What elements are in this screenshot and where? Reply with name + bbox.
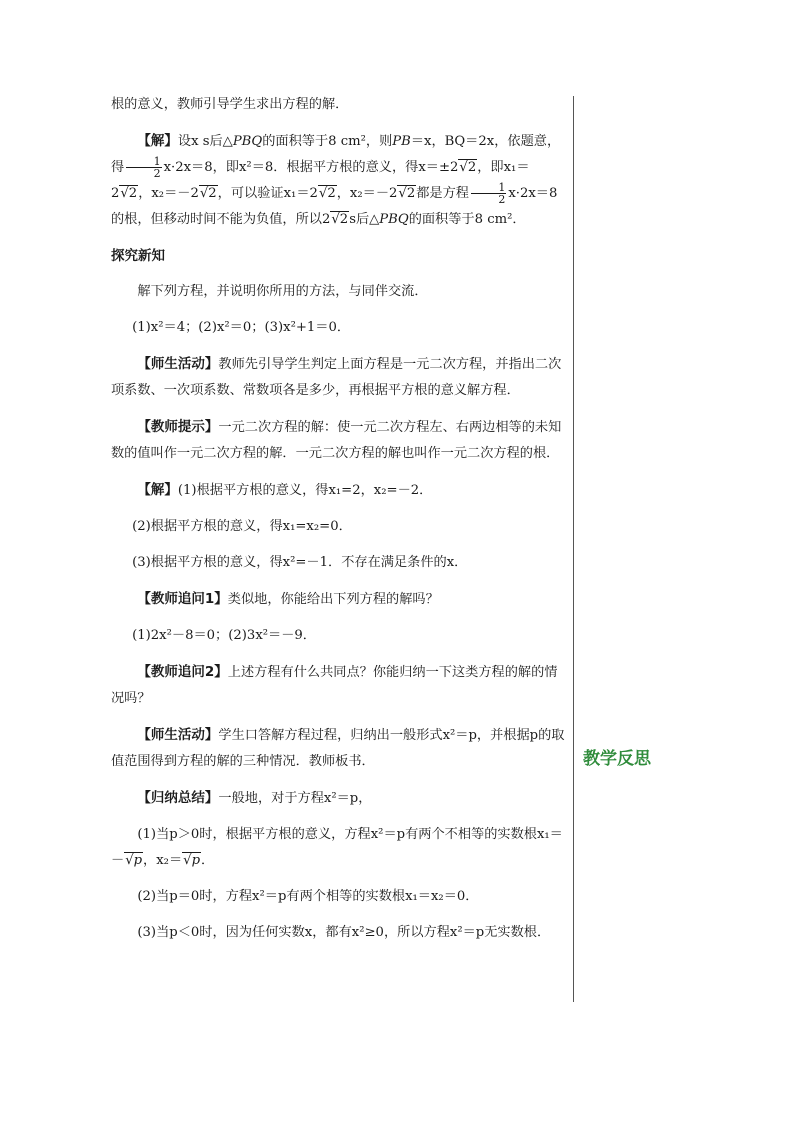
sqrt: √2 [398,186,416,201]
fraction: $\frac{1}{2}$ [471,182,506,205]
paragraph: 根的意义，教师引导学生求出方程的解． [111,97,349,112]
question-paragraph: 【教师追问1】类似地，你能给出下列方程的解吗？ [137,591,439,607]
solution-paragraph: 【解】(1)根据平方根的意义，得x₁=2，x₂=－2． [137,482,433,498]
solution-tag: 【解】 [137,133,178,149]
case-line: (1)当p＞0时，根据平方根的意义，方程x²＝p有两个不相等的实数根x₁＝－√p，x₂＝√p． [111,827,563,868]
solution-paragraph: 【解】设x s后△PBQ的面积等于8 cm²，则PB＝x，BQ＝2x，依题意，得 $\frac{1}{2}$ x·2x＝8，即x²＝8．根据平方根的意义，得x＝±2√2，即x₁＝2√2，x₂＝－2√2，可以验证x₁＝2√2，x₂＝－2√2都是方程 $\frac{1}{2}$ x·2x＝8的根，但移动时间不能为负值，所以2√2s后△PBQ的面积等于8 cm²． [111,133,561,227]
case-line: (3)当p＜0时，因为任何实数x，都有x²≥0，所以方程x²＝p无实数根． [137,925,551,940]
equation-list: (1)x²＝4；(2)x²＝0；(3)x²+1＝0． [132,320,351,335]
hint-paragraph: 【教师提示】一元二次方程的解：使一元二次方程左、右两边相等的未知数的值叫作一元二次方程的解．一元二次方程的解也叫作一元二次方程的根． [111,419,562,461]
sidebar-title: 教学反思 [583,749,651,769]
column-divider [573,96,574,1002]
sqrt: √2 [199,186,217,201]
equation-list: (1)2x²－8＝0；(2)3x²＝－9． [132,628,316,643]
question-paragraph: 【教师追问2】上述方程有什么共同点？你能归纳一下这类方程的解的情况吗？ [111,664,558,706]
activity-paragraph: 【师生活动】教师先引导学生判定上面方程是一元二次方程，并指出二次项系数、一次项系数、常数项各是多少，再根据平方根的意义解方程． [111,356,562,398]
summary-paragraph: 【归纳总结】一般地，对于方程x²＝p， [137,790,372,806]
sqrt: √p [125,853,143,868]
section-heading: 探究新知 [111,248,165,264]
sqrt: √2 [459,160,477,175]
paragraph: 解下列方程，并说明你所用的方法，与同伴交流． [137,284,428,299]
sqrt: √2 [120,186,138,201]
fraction: $\frac{1}{2}$ [126,156,161,179]
solution-line: (3)根据平方根的意义，得x²=－1．不存在满足条件的x． [132,555,468,570]
sqrt: √p [183,853,201,868]
activity-paragraph: 【师生活动】学生口答解方程过程，归纳出一般形式x²＝p，并根据p的取值范围得到方程的解的三种情况．教师板书． [111,727,565,769]
case-line: (2)当p＝0时，方程x²＝p有两个相等的实数根x₁＝x₂＝0． [137,889,479,904]
lesson-content [111,92,567,956]
sqrt: √2 [331,212,349,227]
solution-line: (2)根据平方根的意义，得x₁=x₂=0． [132,519,352,534]
sqrt: √2 [318,186,336,201]
